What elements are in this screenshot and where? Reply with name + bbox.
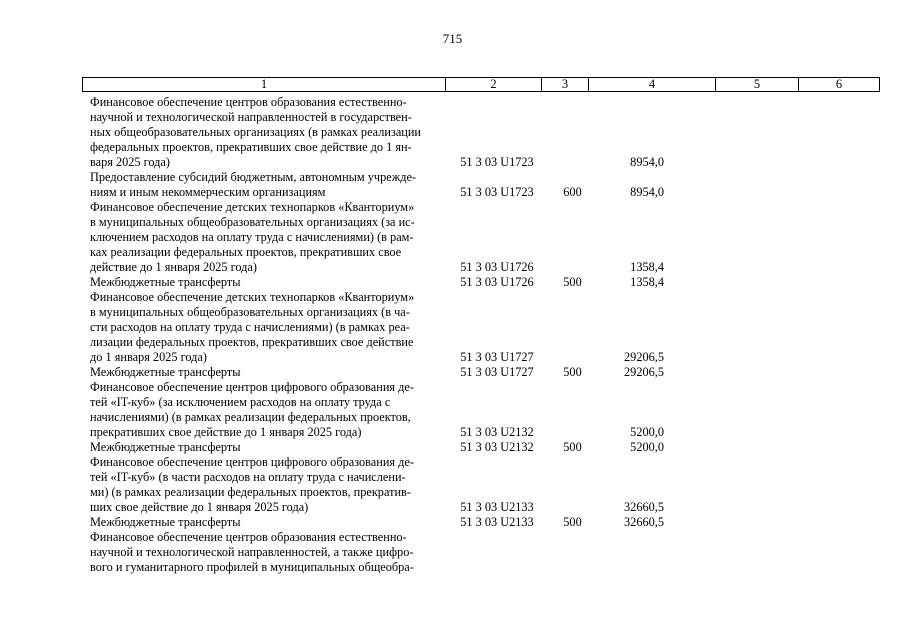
row-value: 32660,5: [624, 515, 664, 529]
table-row: [82, 530, 879, 575]
row-type: 600: [563, 185, 582, 199]
row-value: 29206,5: [624, 365, 664, 379]
row-value: 5200,0: [630, 440, 664, 454]
row-code: 51 3 03 U2133: [460, 515, 534, 529]
table-row: [82, 455, 879, 515]
header-col-4: 4: [589, 78, 716, 92]
row-name: Финансовое обеспечение центров образования естественно- научной и технологической направленностей в государствен- ных общеобразовательных организациях (в рамках реализации федеральных проектов, прекративших свое действие до 1 ян- варя 2025 года): [90, 95, 422, 169]
header-col-2: 2: [446, 78, 542, 92]
row-name: Предоставление субсидий бюджетным, автономным учрежде- ниям и иным некоммерческим организациям: [90, 170, 417, 199]
header-col-6: 6: [799, 78, 880, 92]
budget-table-body: [82, 95, 879, 575]
row-name: Межбюджетные трансферты: [90, 365, 241, 379]
row-code: 51 3 03 U1723: [460, 155, 534, 169]
row-value: 8954,0: [630, 155, 664, 169]
page-number: 715: [442, 31, 463, 46]
row-name: Финансовое обеспечение детских технопарков «Кванториум» в муниципальных общеобразовательных организациях (за ис- ключением расходов на оплату труда с начислениями) (в рам- ках реализации федеральных проектов, прекративших свое действие до 1 января 2025 года): [90, 200, 415, 274]
table-row: [82, 170, 879, 200]
row-code: 51 3 03 U1727: [460, 365, 534, 379]
row-name: Межбюджетные трансферты: [90, 440, 241, 454]
row-type: 500: [563, 275, 582, 289]
table-row: [82, 380, 879, 440]
table-row: [82, 365, 879, 380]
row-name: Финансовое обеспечение детских технопарков «Кванториум» в муниципальных общеобразовательных организациях (в ча- сти расходов на оплату труда с начислениями) (в рамках реа- лизации федеральных проектов, прекративших свое действие до 1 января 2025 года): [90, 290, 415, 364]
header-col-3: 3: [542, 78, 589, 92]
row-code: 51 3 03 U2132: [460, 425, 534, 439]
row-name: Финансовое обеспечение центров цифрового образования де- тей «IT-куб» (за исключением расходов на оплату труда с начислениями) (в рамках реализации федеральных проектов, прекративших свое действие до 1 января 2025 года): [90, 380, 414, 439]
table-row: [82, 290, 879, 365]
row-type: 500: [563, 440, 582, 454]
row-name: Межбюджетные трансферты: [90, 275, 241, 289]
row-value: 1358,4: [630, 260, 664, 274]
row-value: 32660,5: [624, 500, 664, 514]
table-row: [82, 200, 879, 275]
table-row: [82, 95, 879, 170]
row-value: 1358,4: [630, 275, 664, 289]
row-type: 500: [563, 365, 582, 379]
row-code: 51 3 03 U1727: [460, 350, 534, 364]
table-row: [82, 515, 879, 530]
row-value: 29206,5: [624, 350, 664, 364]
row-value: 5200,0: [630, 425, 664, 439]
row-code: 51 3 03 U1723: [460, 185, 534, 199]
row-code: 51 3 03 U1726: [460, 275, 534, 289]
table-header: [82, 77, 880, 92]
row-name: Финансовое обеспечение центров цифрового образования де- тей «IT-куб» (в части расходов на оплату труда с начислени- ми) (в рамках реализации федеральных проектов, прекратив- ших свое действие до 1 января 2025 года): [90, 455, 414, 514]
row-code: 51 3 03 U1726: [460, 260, 534, 274]
table-row: [82, 275, 879, 290]
table-row: [82, 440, 879, 455]
row-name: Финансовое обеспечение центров образования естественно- научной и технологической направленностей, а также цифро- вого и гуманитарного профилей в муниципальных общеобра-: [90, 530, 414, 574]
header-col-1: 1: [83, 78, 446, 92]
row-type: 500: [563, 515, 582, 529]
row-value: 8954,0: [630, 185, 664, 199]
header-col-5: 5: [716, 78, 799, 92]
row-code: 51 3 03 U2132: [460, 440, 534, 454]
row-code: 51 3 03 U2133: [460, 500, 534, 514]
row-name: Межбюджетные трансферты: [90, 515, 241, 529]
